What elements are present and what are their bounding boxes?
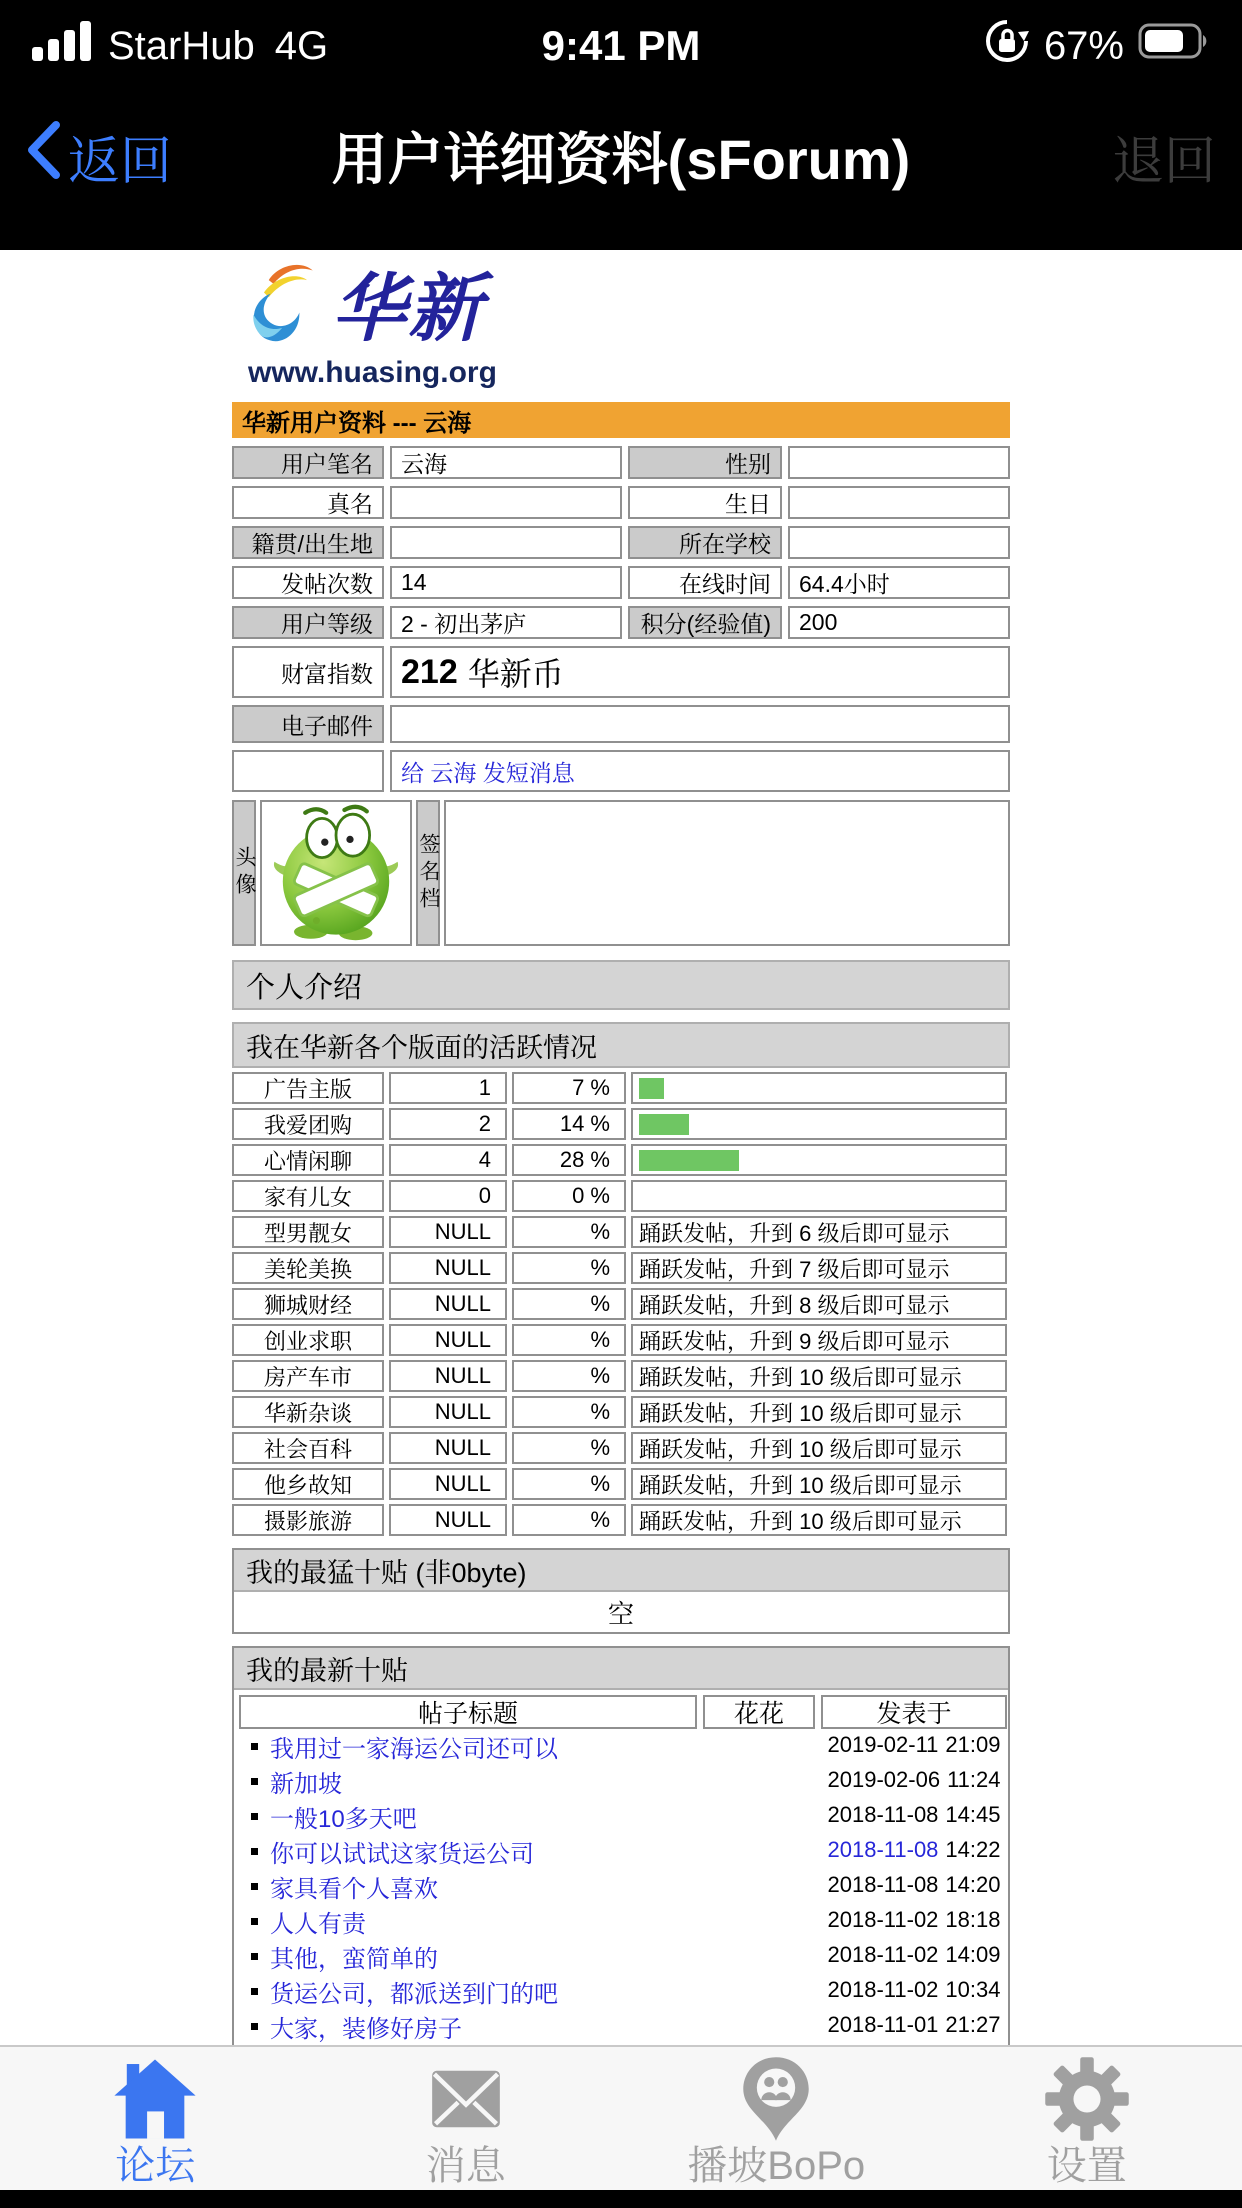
webview-content	[0, 250, 1242, 2045]
clock: 9:41 PM	[541, 22, 701, 69]
activity-note-cell: 踊跃发帖，升到 10 级后即可显示	[631, 1396, 1007, 1428]
page-title: 用户详细资料(sForum)	[331, 128, 911, 191]
board-pct: 0 %	[512, 1180, 626, 1212]
post-date: 2018-11-02 18:18	[827, 1907, 1001, 1932]
board-name: 家有儿女	[232, 1180, 384, 1212]
real-name-value	[390, 486, 622, 519]
score-value: 200	[788, 606, 1010, 639]
activity-bar-cell	[631, 1144, 1007, 1176]
board-name: 我爱团购	[232, 1108, 384, 1140]
board-count: NULL	[389, 1360, 507, 1392]
send-message-link[interactable]: 给 云海 发短消息	[401, 759, 575, 786]
board-count: NULL	[389, 1324, 507, 1356]
board-name: 型男靓女	[232, 1216, 384, 1248]
profile-header-bar: 华新用户资料 --- 云海	[232, 402, 1010, 438]
top-posts-header: 我的最猛十贴 (非0byte)	[234, 1550, 1008, 1592]
wealth-value	[390, 646, 1010, 698]
board-count: 2	[389, 1108, 507, 1140]
posts-table-header	[239, 1695, 1003, 1729]
school-label: 所在学校	[628, 526, 782, 559]
post-count-value: 14	[390, 566, 622, 599]
post-flower-cell	[703, 1834, 815, 1869]
board-name: 他乡故知	[232, 1468, 384, 1500]
profile-form	[232, 446, 1010, 639]
bullet-icon	[251, 2023, 258, 2030]
tab-settings[interactable]	[932, 2047, 1242, 2190]
tab-bopo[interactable]	[621, 2047, 932, 2190]
post-flower-cell	[703, 2009, 815, 2044]
wealth-label: 财富指数	[232, 646, 384, 698]
post-title-link[interactable]: 新加坡	[270, 1771, 342, 1798]
board-name: 华新杂谈	[232, 1396, 384, 1428]
board-count: NULL	[389, 1252, 507, 1284]
bullet-icon	[251, 1848, 258, 1855]
board-count: 1	[389, 1072, 507, 1104]
post-title-link[interactable]: 人人有责	[270, 1911, 366, 1938]
board-name: 社会百科	[232, 1432, 384, 1464]
board-pct: %	[512, 1216, 626, 1248]
board-name: 创业求职	[232, 1324, 384, 1356]
post-title-link[interactable]: 大家，装修好房子	[270, 2016, 462, 2043]
origin-label: 籍贯/出生地	[232, 526, 384, 559]
birthday-label: 生日	[628, 486, 782, 519]
post-row	[239, 1974, 1003, 2009]
tab-bar	[0, 2045, 1242, 2190]
activity-note-cell: 踊跃发帖，升到 10 级后即可显示	[631, 1468, 1007, 1500]
school-value	[788, 526, 1010, 559]
board-count: NULL	[389, 1504, 507, 1536]
wealth-amount: 212	[401, 652, 458, 691]
gender-value	[788, 446, 1010, 479]
activity-bar-cell	[631, 1180, 1007, 1212]
post-date: 2018-11-02 14:09	[827, 1942, 1001, 1967]
pen-name-value: 云海	[390, 446, 622, 479]
bullet-icon	[251, 1778, 258, 1785]
board-name: 心情闲聊	[232, 1144, 384, 1176]
tab-messages[interactable]	[311, 2047, 622, 2190]
map-pin-people-icon	[730, 2053, 822, 2145]
post-flower-cell	[703, 1869, 815, 1904]
intro-section-bar: 个人介绍	[232, 960, 1010, 1010]
board-name: 广告主版	[232, 1072, 384, 1104]
recent-posts-box	[232, 1646, 1010, 2089]
post-row	[239, 1799, 1003, 1834]
post-title-link[interactable]: 家具看个人喜欢	[270, 1876, 438, 1903]
activity-bar-cell	[631, 1072, 1007, 1104]
send-message-cell	[390, 750, 1010, 792]
board-pct: %	[512, 1504, 626, 1536]
board-name: 房产车市	[232, 1360, 384, 1392]
signature-value	[444, 800, 1010, 946]
bullet-icon	[251, 1918, 258, 1925]
activity-note-cell: 踊跃发帖，升到 6 级后即可显示	[631, 1216, 1007, 1248]
board-name: 狮城财经	[232, 1288, 384, 1320]
nav-right-button[interactable]: 退回	[1111, 132, 1216, 191]
avatar-image	[263, 803, 409, 943]
board-pct: 28 %	[512, 1144, 626, 1176]
network-type-label: 4G	[274, 23, 329, 68]
home-icon	[109, 2053, 201, 2145]
real-name-label: 真名	[232, 486, 384, 519]
post-count-label: 发帖次数	[232, 566, 384, 599]
post-date: 2019-02-11 21:09	[827, 1732, 1001, 1757]
post-row	[239, 1764, 1003, 1799]
online-time-label: 在线时间	[628, 566, 782, 599]
wealth-unit: 华新币	[467, 656, 564, 692]
activity-bar	[639, 1078, 664, 1099]
activity-bar	[639, 1150, 739, 1171]
bullet-icon	[251, 1743, 258, 1750]
wealth-row	[232, 646, 1010, 698]
site-url: www.huasing.org	[248, 356, 497, 389]
send-message-empty-label	[232, 750, 384, 792]
board-count: NULL	[389, 1396, 507, 1428]
signature-label: 签名档	[416, 800, 440, 946]
envelope-icon	[420, 2053, 512, 2145]
tab-bopo-label: 播坡BoPo	[687, 2144, 866, 2188]
origin-value	[390, 526, 622, 559]
avatar	[260, 800, 412, 946]
post-title-link[interactable]: 你可以试试这家货运公司	[270, 1841, 534, 1868]
post-date: 2018-11-08 14:20	[827, 1872, 1001, 1897]
chevron-left-icon	[26, 121, 60, 192]
post-flower-cell	[703, 1799, 815, 1834]
status-right	[984, 18, 1210, 74]
post-flower-cell	[703, 1729, 815, 1764]
site-logo-text: 华新	[332, 267, 484, 350]
bullet-icon	[251, 1988, 258, 1995]
post-flower-cell	[703, 1939, 815, 1974]
col-title: 帖子标题	[239, 1695, 697, 1729]
activity-section-bar: 我在华新各个版面的活跃情况	[232, 1022, 1010, 1068]
carrier-label: StarHub	[108, 23, 255, 68]
post-date: 2018-11-08 14:22	[827, 1837, 1001, 1862]
board-pct: %	[512, 1288, 626, 1320]
activity-table	[232, 1072, 1010, 1536]
birthday-value	[788, 486, 1010, 519]
post-title-link[interactable]: 其他，蛮简单的	[270, 1946, 438, 1973]
post-date: 2018-11-08 14:45	[827, 1802, 1001, 1827]
post-title-link[interactable]: 货运公司，都派送到门的吧	[270, 1981, 558, 2008]
board-count: NULL	[389, 1468, 507, 1500]
post-date: 2018-11-02 10:34	[827, 1977, 1001, 2002]
board-count: NULL	[389, 1288, 507, 1320]
email-row	[232, 705, 1010, 743]
post-row	[239, 1729, 1003, 1764]
status-bar	[0, 0, 1242, 92]
gear-icon	[1041, 2053, 1133, 2145]
top-posts-empty: 空	[607, 1598, 634, 1629]
back-button[interactable]	[26, 119, 172, 194]
site-logo	[232, 250, 1010, 390]
board-count: 0	[389, 1180, 507, 1212]
board-pct: %	[512, 1396, 626, 1428]
online-time-value: 64.4小时	[788, 566, 1010, 599]
activity-bar	[639, 1114, 689, 1135]
activity-bar-cell	[631, 1108, 1007, 1140]
activity-note-cell: 踊跃发帖，升到 10 级后即可显示	[631, 1432, 1007, 1464]
post-flower-cell	[703, 1764, 815, 1799]
col-date: 发表于	[821, 1695, 1007, 1729]
activity-note-cell: 踊跃发帖，升到 9 级后即可显示	[631, 1324, 1007, 1356]
post-title-link[interactable]: 我用过一家海运公司还可以	[270, 1736, 558, 1763]
battery-percent-label: 67%	[1043, 23, 1124, 68]
post-date: 2018-11-01 21:27	[827, 2012, 1001, 2037]
bullet-icon	[251, 1883, 258, 1890]
recent-posts-header: 我的最新十贴	[234, 1648, 1008, 1690]
board-pct: %	[512, 1360, 626, 1392]
top-posts-box	[232, 1548, 1010, 1634]
gender-label: 性别	[628, 446, 782, 479]
post-row	[239, 1869, 1003, 1904]
board-pct: %	[512, 1252, 626, 1284]
tab-settings-label: 设置	[1046, 2144, 1127, 2188]
bullet-icon	[251, 1953, 258, 1960]
battery-icon	[1138, 23, 1210, 69]
activity-note-cell: 踊跃发帖，升到 10 级后即可显示	[631, 1360, 1007, 1392]
board-count: NULL	[389, 1216, 507, 1248]
activity-note-cell: 踊跃发帖，升到 8 级后即可显示	[631, 1288, 1007, 1320]
rotation-lock-icon	[984, 18, 1030, 74]
board-pct: 14 %	[512, 1108, 626, 1140]
bullet-icon	[251, 1813, 258, 1820]
avatar-signature-row	[232, 800, 1010, 946]
tab-forum[interactable]	[0, 2047, 311, 2190]
board-pct: %	[512, 1324, 626, 1356]
level-value: 2 - 初出茅庐	[390, 606, 622, 639]
nav-bar	[0, 92, 1242, 220]
level-label: 用户等级	[232, 606, 384, 639]
post-row	[239, 1904, 1003, 1939]
home-indicator-area	[0, 2190, 1242, 2208]
board-pct: %	[512, 1468, 626, 1500]
board-name: 摄影旅游	[232, 1504, 384, 1536]
post-title-link[interactable]: 一般10多天吧	[270, 1806, 417, 1833]
back-button-label: 返回	[68, 132, 173, 191]
post-row	[239, 1939, 1003, 1974]
tab-forum-label: 论坛	[115, 2144, 196, 2188]
pen-name-label: 用户笔名	[232, 446, 384, 479]
post-row	[239, 2009, 1003, 2044]
send-message-row	[232, 750, 1010, 792]
board-pct: 7 %	[512, 1072, 626, 1104]
board-name: 美轮美换	[232, 1252, 384, 1284]
board-count: 4	[389, 1144, 507, 1176]
col-flower: 花花	[703, 1695, 815, 1729]
board-pct: %	[512, 1432, 626, 1464]
post-row	[239, 1834, 1003, 1869]
huasing-swoosh-icon	[242, 257, 328, 354]
post-flower-cell	[703, 1904, 815, 1939]
score-label: 积分(经验值)	[628, 606, 782, 639]
app-header	[0, 0, 1242, 250]
board-count: NULL	[389, 1432, 507, 1464]
post-date: 2019-02-06 11:24	[827, 1767, 1001, 1792]
email-label: 电子邮件	[232, 705, 384, 743]
tab-messages-label: 消息	[425, 2144, 506, 2188]
activity-note-cell: 踊跃发帖，升到 10 级后即可显示	[631, 1504, 1007, 1536]
email-value	[390, 705, 1010, 743]
activity-note-cell: 踊跃发帖，升到 7 级后即可显示	[631, 1252, 1007, 1284]
post-flower-cell	[703, 1974, 815, 2009]
avatar-label: 头像	[232, 800, 256, 946]
